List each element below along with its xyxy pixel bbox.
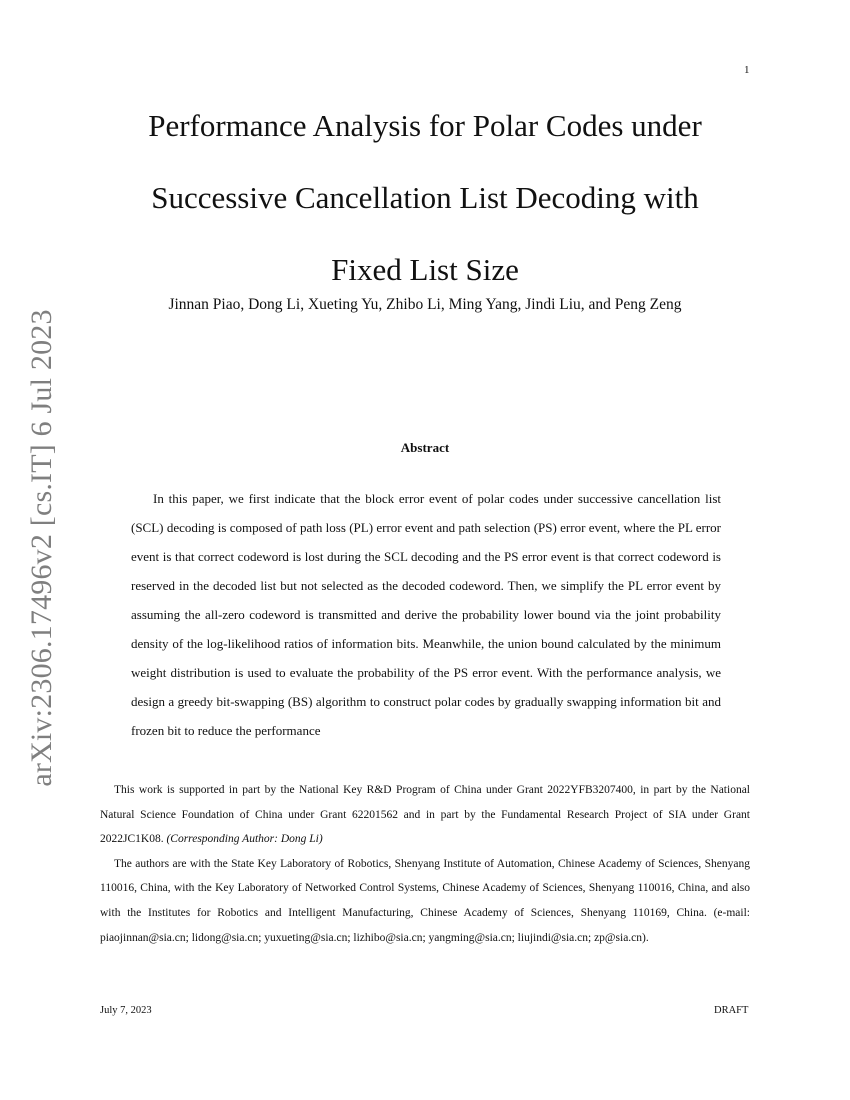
paper-title (100, 90, 750, 306)
affiliation-footnote: The authors are with the State Key Laboratory of Robotics, Shenyang Institute of Automation, Chinese Academy of Sciences, Shenyang 110016, China, with the Key Laboratory of Networked Control Systems, Chinese Academy of Sciences, Shenyang 110016, China, and also with the Institutes for Robotics and Intelligent Manufacturing, Chinese Academy of Sciences, Shenyang 110169, China. (e-mail: piaojinnan@sia.cn; lidong@sia.cn; yuxueting@sia.cn; lizhibo@sia.cn; yangming@sia.cn; liujindi@sia.cn; zp@sia.cn). (100, 857, 750, 944)
page-number: 1 (744, 64, 750, 76)
author-list: Jinnan Piao, Dong Li, Xueting Yu, Zhibo Li, Ming Yang, Jindi Liu, and Peng Zeng (168, 296, 682, 313)
arxiv-identifier: arXiv:2306.17496v2 [cs.IT] 6 Jul 2023 (25, 309, 58, 787)
funding-text: This work is supported in part by the National Key R&D Program of China under Grant 2022YFB3207400, in part by the National Natural Science Foundation of China under Grant 62201562 and in part by the Fundamental Research Project of SIA under Grant 2022JC1K08. (100, 784, 750, 846)
title-line: Successive Cancellation List Decoding with (151, 180, 699, 215)
title-line: Fixed List Size (331, 252, 519, 287)
abstract-body: In this paper, we first indicate that the block error event of polar codes under successive cancellation list (SCL) decoding is composed of path loss (PL) error event and path selection (PS) error event, where the PL error event is that correct codeword is lost during the SCL decoding and the PS error event is that correct codeword is reserved in the decoded list but not selected as the decoded codeword. Then, we simplify the PL error event by assuming the all-zero codeword is transmitted and derive the probability lower bound via the joint probability density of the log-likelihood ratios of information bits. Meanwhile, the union bound calculated by the minimum weight distribution is used to evaluate the probability of the PS error event. With the performance analysis, we design a greedy bit-swapping (BS) algorithm to construct polar codes by gradually swapping information bit and frozen bit to reduce the performance (131, 491, 721, 738)
footnotes (100, 778, 750, 950)
title-line: Performance Analysis for Polar Codes under (148, 108, 702, 143)
footer-date: July 7, 2023 (100, 1005, 152, 1016)
corresponding-author: (Corresponding Author: Dong Li) (166, 833, 323, 846)
footer-draft-label: DRAFT (714, 1005, 749, 1016)
funding-footnote (100, 778, 750, 852)
abstract-heading: Abstract (400, 440, 450, 455)
